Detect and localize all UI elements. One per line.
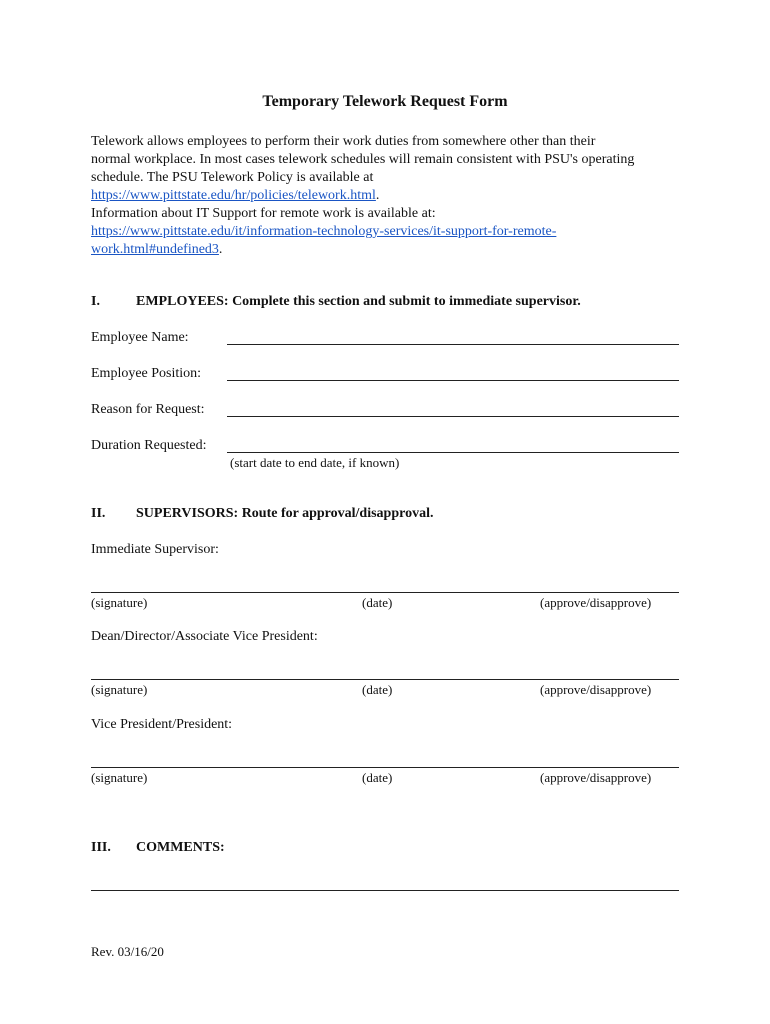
employee-position-label: Employee Position:: [91, 366, 202, 381]
approve-caption: (approve/disapprove): [540, 770, 652, 785]
duration-field[interactable]: [227, 452, 679, 453]
approve-caption: (approve/disapprove): [540, 682, 652, 697]
intro-line: Telework allows employees to perform their work duties from somewhere other than their: [91, 134, 596, 149]
section-2-title: SUPERVISORS: Route for approval/disapproval.: [136, 506, 434, 521]
comments-field[interactable]: [91, 890, 679, 891]
revision-date: Rev. 03/16/20: [91, 944, 164, 959]
period: .: [218, 242, 223, 257]
reason-field[interactable]: [227, 416, 679, 417]
vp-signature-line[interactable]: [91, 767, 679, 768]
it-support-link-cont[interactable]: work.html#undefined3: [91, 242, 219, 257]
section-2-number: II.: [91, 506, 106, 521]
duration-hint: (start date to end date, if known): [230, 455, 400, 470]
intro-paragraph: [91, 133, 691, 259]
intro-line: schedule. The PSU Telework Policy is available at: [91, 170, 374, 185]
section-1-title: EMPLOYEES: Complete this section and submit to immediate supervisor.: [136, 294, 581, 309]
vp-label: Vice President/President:: [91, 717, 233, 732]
dean-label: Dean/Director/Associate Vice President:: [91, 629, 318, 644]
dean-signature-line[interactable]: [91, 679, 679, 680]
it-support-link[interactable]: https://www.pittstate.edu/it/information-technology-services/it-support-for-remote-: [91, 224, 557, 239]
employee-name-label: Employee Name:: [91, 330, 189, 345]
reason-label: Reason for Request:: [91, 402, 205, 417]
signature-caption: (signature): [91, 770, 148, 785]
immediate-supervisor-signature-line[interactable]: [91, 592, 679, 593]
it-support-text: Information about IT Support for remote work is available at:: [91, 206, 436, 221]
date-caption: (date): [362, 770, 393, 785]
approve-caption: (approve/disapprove): [540, 595, 652, 610]
signature-caption: (signature): [91, 682, 148, 697]
section-3-number: III.: [91, 840, 111, 855]
form-title: Temporary Telework Request Form: [262, 93, 508, 110]
duration-label: Duration Requested:: [91, 438, 207, 453]
date-caption: (date): [362, 595, 393, 610]
it-link-line: [91, 223, 691, 241]
it-link-line: [91, 241, 691, 259]
section-1-number: I.: [91, 294, 100, 309]
section-3-title: COMMENTS:: [136, 840, 225, 855]
employee-name-field[interactable]: [227, 344, 679, 345]
intro-line: normal workplace. In most cases telework schedules will remain consistent with PSU's operating: [91, 152, 635, 167]
policy-link-line: [91, 187, 691, 205]
date-caption: (date): [362, 682, 393, 697]
signature-caption: (signature): [91, 595, 148, 610]
employee-position-field[interactable]: [227, 380, 679, 381]
policy-link[interactable]: https://www.pittstate.edu/hr/policies/telework.html: [91, 188, 376, 203]
period: .: [375, 188, 380, 203]
immediate-supervisor-label: Immediate Supervisor:: [91, 542, 219, 557]
